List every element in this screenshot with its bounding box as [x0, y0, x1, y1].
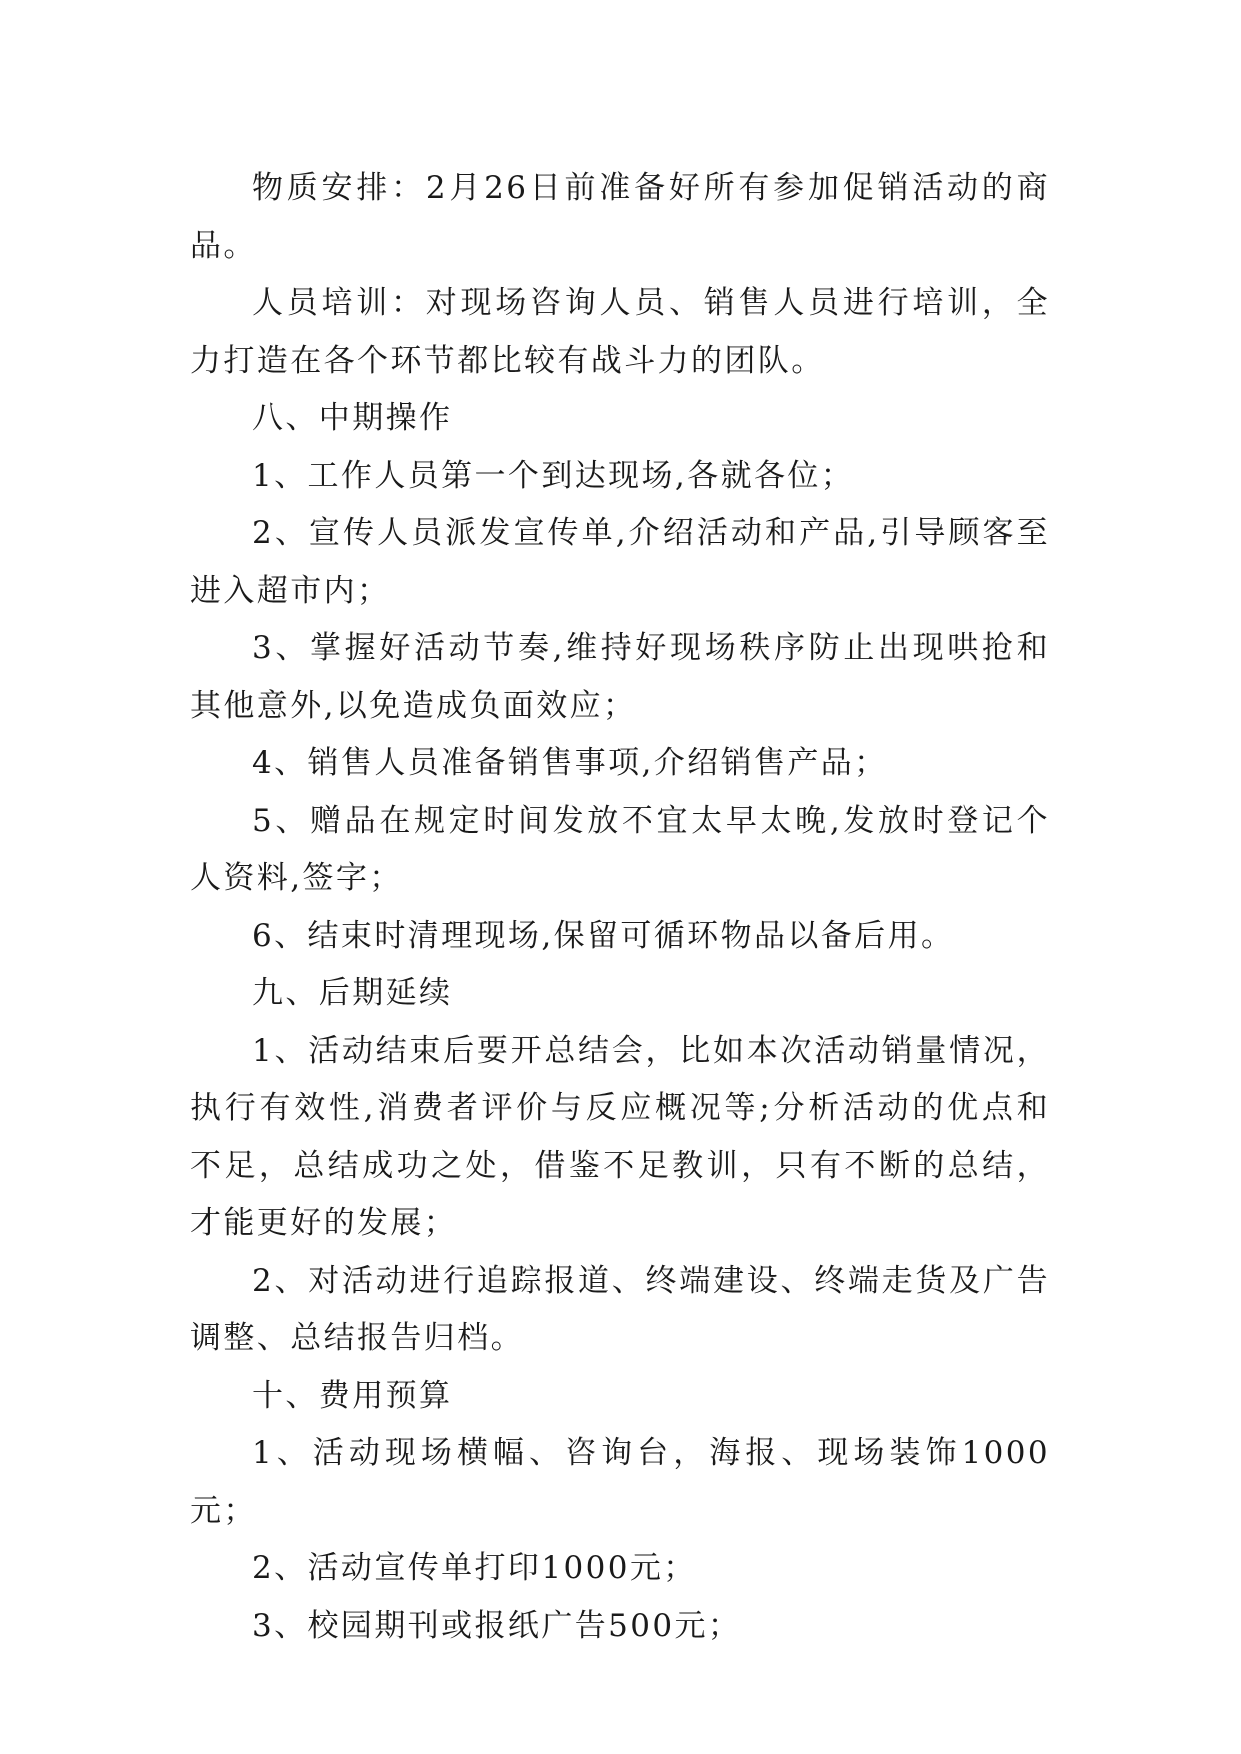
list-item: 2、宣传人员派发宣传单,介绍活动和产品,引导顾客至进入超市内；	[190, 515, 1050, 609]
list-item: 5、赠品在规定时间发放不宜太早太晚,发放时登记个人资料,签字；	[190, 802, 1050, 896]
paragraph-material-arrangement: 物质安排：2月26日前准备好所有参加促销活动的商品。	[190, 170, 1050, 264]
list-item: 4、销售人员准备销售事项,介绍销售产品；	[252, 745, 888, 781]
document-body	[190, 160, 1050, 1655]
list-item: 1、活动现场横幅、咨询台，海报、现场装饰1000元；	[190, 1435, 1050, 1529]
list-item: 2、活动宣传单打印1000元；	[252, 1550, 697, 1586]
list-item: 3、校园期刊或报纸广告500元；	[252, 1607, 742, 1644]
section-heading-budget: 十、费用预算	[252, 1377, 453, 1414]
list-item: 1、活动结束后要开总结会，比如本次活动销量情况，执行有效性,消费者评价与反应概况等;分析活动的优点和不足，总结成功之处，借鉴不足教训，只有不断的总结，才能更好的发展；	[190, 1032, 1050, 1241]
list-item: 1、工作人员第一个到达现场,各就各位；	[252, 457, 855, 494]
list-item: 2、对活动进行追踪报道、终端建设、终端走货及广告调整、总结报告归档。	[190, 1262, 1050, 1356]
section-heading-mid-term: 八、中期操作	[252, 400, 453, 436]
section-heading-follow-up: 九、后期延续	[252, 975, 453, 1011]
list-item: 3、掌握好活动节奏,维持好现场秩序防止出现哄抢和其他意外,以免造成负面效应；	[190, 630, 1050, 724]
paragraph-staff-training: 人员培训：对现场咨询人员、销售人员进行培训，全力打造在各个环节都比较有战斗力的团队。	[190, 285, 1050, 379]
list-item: 6、结束时清理现场,保留可循环物品以备后用。	[252, 917, 955, 954]
